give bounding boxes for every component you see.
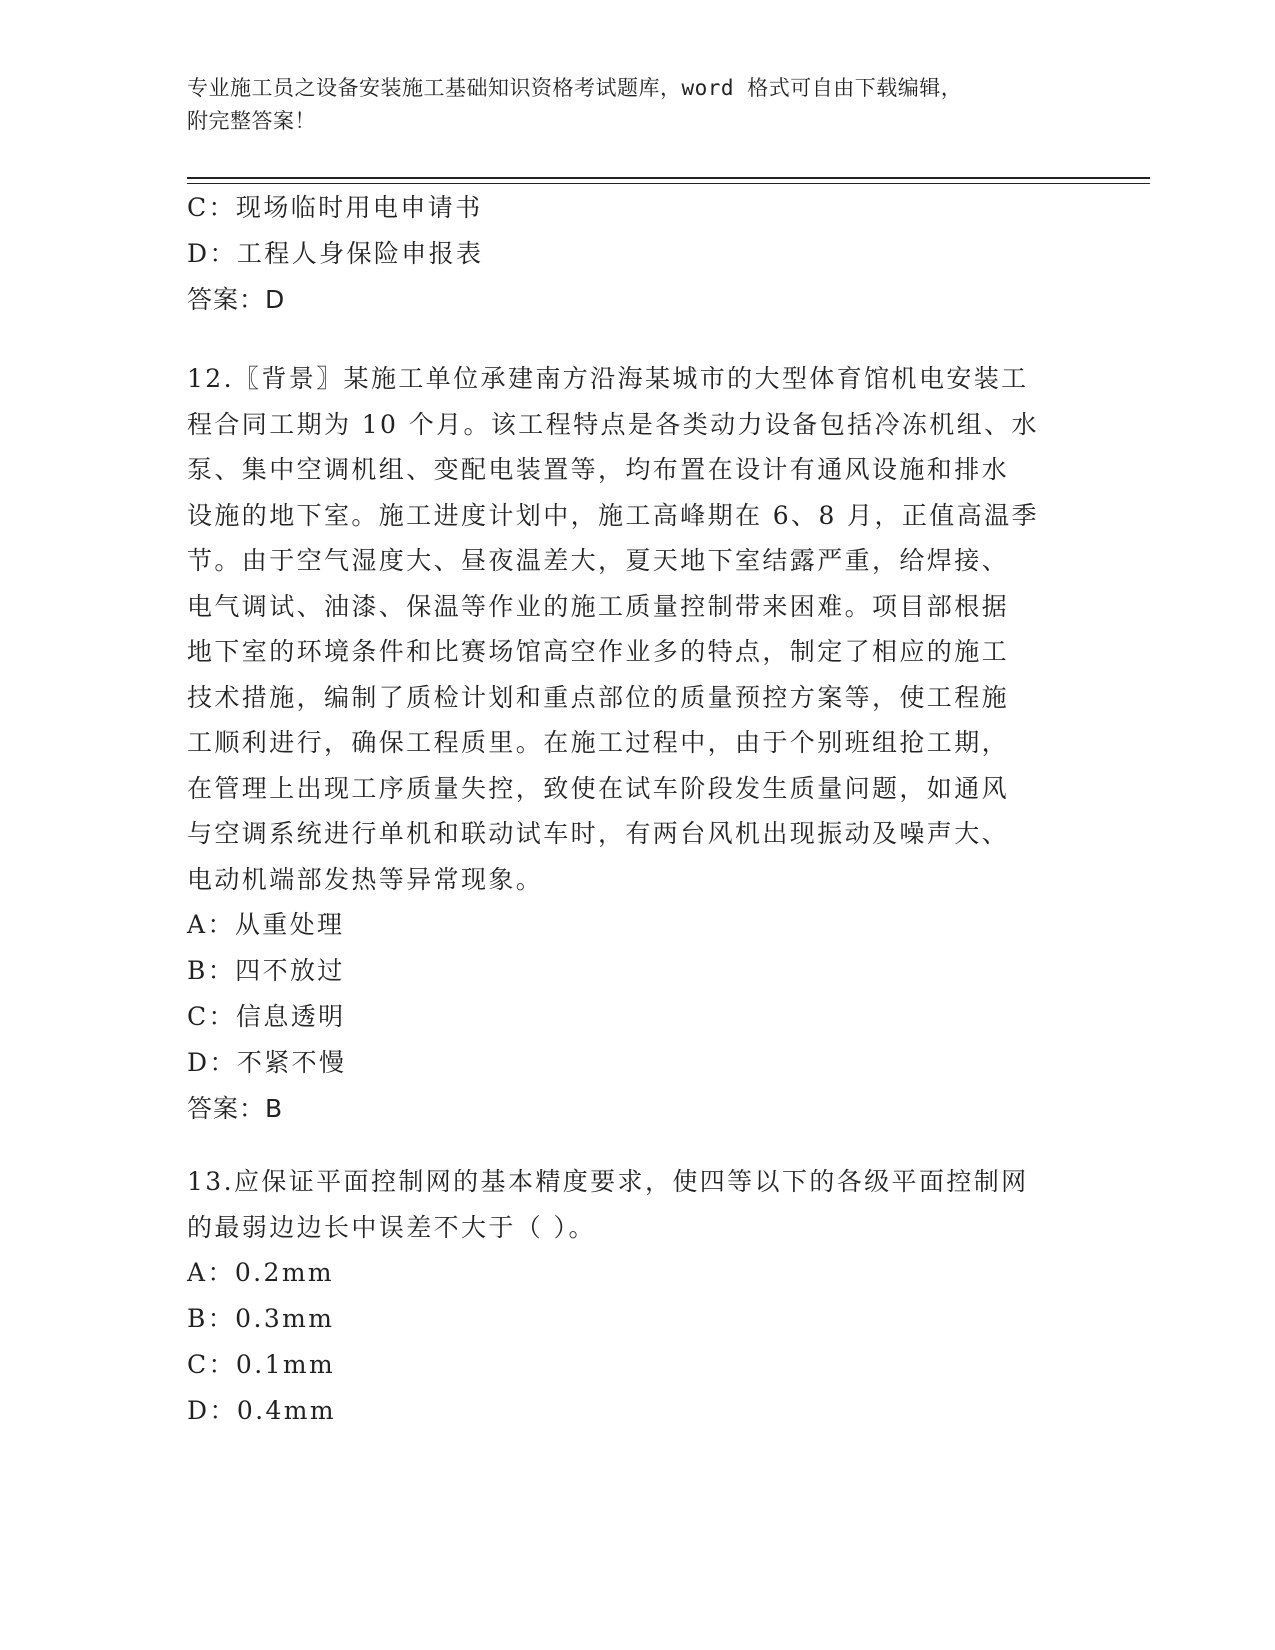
q13-stem-line: 13.应保证平面控制网的基本精度要求，使四等以下的各级平面控制网 — [187, 1167, 1029, 1196]
question-13 — [187, 1159, 1067, 1434]
q12-stem-line: 节。由于空气湿度大、昼夜温差大，夏天地下室结露严重，给焊接、 — [187, 546, 1010, 575]
q11-option-c: C：现场临时用电申请书 — [187, 193, 483, 222]
q13-stem — [187, 1159, 1067, 1250]
q11-option-d: D：工程人身保险申报表 — [187, 239, 484, 268]
header-divider-thin — [187, 183, 1150, 184]
q11-answer: 答案：D — [187, 285, 286, 314]
q13-option-b: B：0.3mm — [187, 1304, 335, 1333]
q12-stem-line: 电气调试、油漆、保温等作业的施工质量控制带来困难。项目部根据 — [187, 591, 1010, 621]
q13-stem-line: 的最弱边边长中误差不大于（ ）。 — [187, 1212, 596, 1242]
q12-stem — [187, 356, 1067, 902]
header-divider-thick — [187, 177, 1150, 179]
q13-option-d: D：0.4mm — [187, 1396, 337, 1425]
question-11-tail — [187, 185, 1067, 323]
q12-stem-line: 与空调系统进行单机和联动试车时，有两台风机出现振动及噪声大、 — [187, 819, 1010, 848]
document-header — [187, 72, 1067, 138]
header-line-2: 附完整答案！ — [187, 109, 316, 133]
q12-stem-line: 在管理上出现工序质量失控，致使在试车阶段发生质量问题，如通风 — [187, 773, 1010, 803]
q12-stem-line: 地下室的环境条件和比赛场馆高空作业多的特点，制定了相应的施工 — [187, 637, 1010, 666]
q13-option-a: A：0.2mm — [187, 1258, 335, 1287]
q12-option-a: A：从重处理 — [187, 910, 345, 939]
q12-answer: 答案：B — [187, 1094, 284, 1123]
header-line-1: 专业施工员之设备安装施工基础知识资格考试题库，word 格式可自由下载编辑， — [187, 76, 963, 100]
q12-stem-line: 12.〖背景〗某施工单位承建南方沿海某城市的大型体育馆机电安装工 — [187, 364, 1029, 393]
q12-option-b: B：四不放过 — [187, 956, 345, 985]
q12-option-d: D：不紧不慢 — [187, 1048, 347, 1077]
q12-stem-line: 泵、集中空调机组、变配电装置等，均布置在设计有通风设施和排水 — [187, 455, 1010, 484]
q12-stem-line: 设施的地下室。施工进度计划中，施工高峰期在 6、8 月，正值高温季 — [187, 500, 1039, 530]
q12-stem-line: 电动机端部发热等异常现象。 — [187, 864, 544, 894]
question-12 — [187, 356, 1067, 1132]
q12-stem-line: 程合同工期为 10 个月。该工程特点是各类动力设备包括冷冻机组、水 — [187, 409, 1039, 439]
q12-stem-line: 工顺利进行，确保工程质里。在施工过程中，由于个别班组抢工期， — [187, 728, 1010, 757]
q12-option-c: C：信息透明 — [187, 1002, 346, 1031]
q12-stem-line: 技术措施，编制了质检计划和重点部位的质量预控方案等，使工程施 — [187, 682, 1010, 712]
q13-option-c: C：0.1mm — [187, 1350, 336, 1379]
